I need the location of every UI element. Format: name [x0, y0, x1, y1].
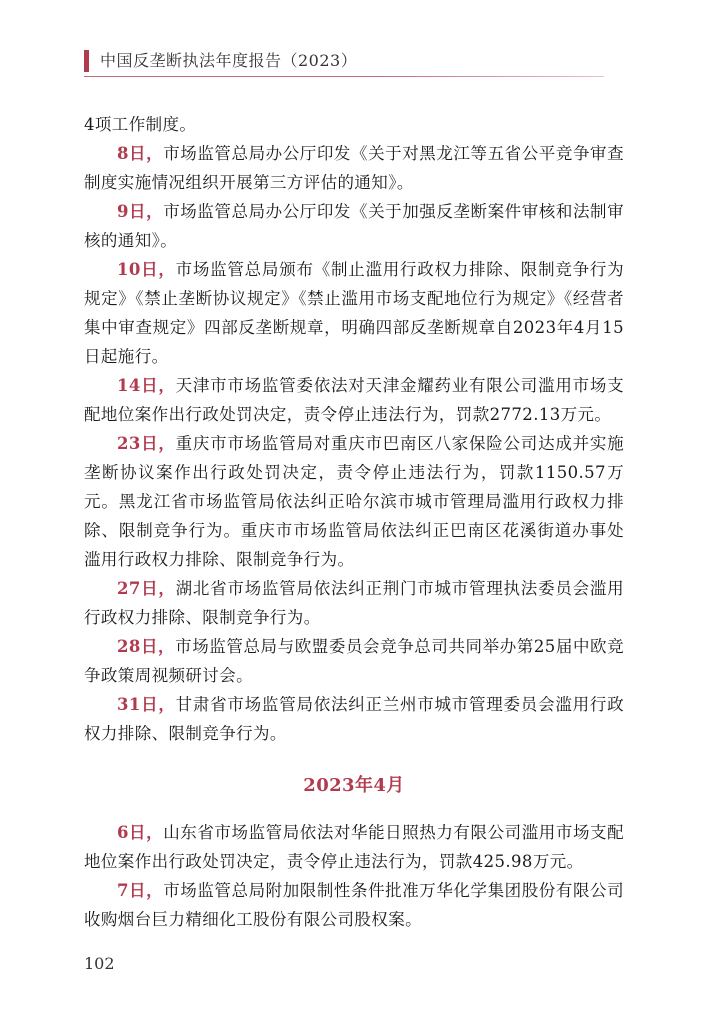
entry-text: 4项工作制度。	[84, 115, 197, 134]
entry-date: 27日，	[117, 579, 176, 598]
entry-paragraph	[84, 139, 624, 197]
entry-paragraph	[84, 110, 624, 139]
entry-text: 市场监管总局附加限制性条件批准万华化学集团股份有限公司收购烟台巨力精细化工股份有限公司股权案。	[84, 881, 624, 929]
entry-text: 重庆市市场监管局对重庆市巴南区八家保险公司达成并实施垄断协议案作出行政处罚决定，责令停止违法行为，罚款1150.57万元。黑龙江省市场监管局依法纠正哈尔滨市城市管理局滥用行政权力排除、限制竞争行为。重庆市市场监管局依法纠正巴南区花溪街道办事处滥用行政权力排除、限制竞争行为。	[84, 434, 624, 569]
entry-date: 8日，	[117, 144, 164, 163]
header-accent-bar	[84, 50, 89, 72]
page-body	[84, 110, 624, 934]
entry-paragraph	[84, 818, 624, 876]
entries-march	[84, 110, 624, 748]
entry-text: 市场监管总局办公厅印发《关于加强反垄断案件审核和法制审核的通知》。	[84, 202, 624, 250]
entry-date: 9日，	[117, 202, 164, 221]
entry-paragraph	[84, 429, 624, 574]
entry-text: 市场监管总局办公厅印发《关于对黑龙江等五省公平竞争审查制度实施情况组织开展第三方评估的通知》。	[84, 144, 624, 192]
entry-date: 28日，	[117, 637, 176, 656]
entry-date: 14日，	[117, 376, 176, 395]
month-heading: 2023年4月	[303, 775, 405, 796]
entry-paragraph	[84, 371, 624, 429]
entry-text: 市场监管总局与欧盟委员会竞争总司共同举办第25届中欧竞争政策周视频研讨会。	[84, 637, 625, 685]
header-title: 中国反垄断执法年度报告（2023）	[100, 51, 358, 70]
entry-date: 7日，	[117, 881, 164, 900]
header-rule	[84, 76, 604, 77]
entry-text: 山东省市场监管局依法对华能日照热力有限公司滥用市场支配地位案作出行政处罚决定，责令停止违法行为，罚款425.98万元。	[84, 823, 624, 871]
entry-date: 31日，	[117, 695, 176, 714]
entries-april	[84, 818, 624, 934]
entry-text: 湖北省市场监管局依法纠正荆门市城市管理执法委员会滥用行政权力排除、限制竞争行为。	[84, 579, 624, 627]
entry-text: 天津市市场监管委依法对天津金耀药业有限公司滥用市场支配地位案作出行政处罚决定，责令停止违法行为，罚款2772.13万元。	[84, 376, 624, 424]
entry-text: 市场监管总局颁布《制止滥用行政权力排除、限制竞争行为规定》《禁止垄断协议规定》《禁止滥用市场支配地位行为规定》《经营者集中审查规定》四部反垄断规章，明确四部反垄断规章自2023年4月15日起施行。	[84, 260, 624, 366]
page-number: 102	[84, 954, 115, 973]
entry-date: 10日，	[117, 260, 176, 279]
entry-date: 23日，	[117, 434, 176, 453]
entry-date: 6日，	[117, 823, 164, 842]
entry-text: 甘肃省市场监管局依法纠正兰州市城市管理委员会滥用行政权力排除、限制竞争行为。	[84, 695, 624, 743]
entry-paragraph	[84, 574, 624, 632]
running-header	[0, 36, 720, 86]
entry-paragraph	[84, 876, 624, 934]
entry-paragraph	[84, 690, 624, 748]
entry-paragraph	[84, 255, 624, 371]
entry-paragraph	[84, 197, 624, 255]
entry-paragraph	[84, 632, 624, 690]
